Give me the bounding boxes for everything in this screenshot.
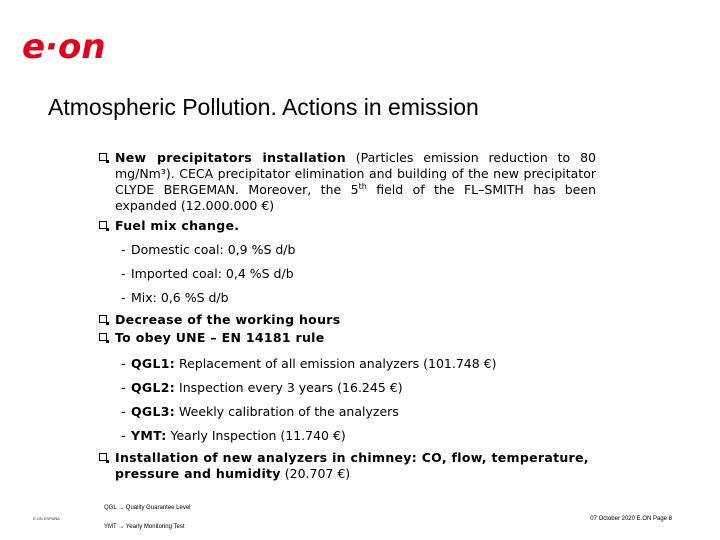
fuel-item-text: Domestic coal: 0,9 %S d/b [131,242,296,257]
qgl-item: - QGL1: Replacement of all emission analyzers (101.748 €) [121,356,497,371]
footer-company: E.ON ESPAÑA [33,516,60,521]
bullet-heading: Installation of new analyzers in chimney: CO, flow, temperature, pressure and humidity [115,450,589,481]
bullet-heading: Decrease of the working hours [115,312,341,327]
bullet-text-cont: field of the FL–SMITH has been expanded (12.000.000 €) [115,182,596,213]
bullet-heading: New precipitators installation [115,150,346,165]
bullet-heading: Fuel mix change. [115,218,240,233]
legend-abbr: QGL [104,505,117,511]
bullet-fuel-mix [99,218,596,234]
qgl-text: Inspection every 3 years (16.245 €) [175,380,403,395]
arrow-right-icon: → [118,524,125,530]
fuel-item-text: Imported coal: 0,4 %S d/b [131,266,294,281]
fuel-item-text: Mix: 0,6 %S d/b [131,290,229,305]
fuel-item: - Mix: 0,6 %S d/b [121,290,229,305]
bullet-text: (20.707 €) [280,466,351,481]
legend-ymt [104,524,185,530]
qgl-text: Yearly Inspection (11.740 €) [166,428,346,443]
superscript: th [358,181,367,191]
bullet-text: (Particles emission reduction to 80 mg/Nm³). CECA precipitator elimination and building of the new precipitator CLYDE BERGEMAN. Moreover, the 5 [115,150,596,197]
qgl-item: - YMT: Yearly Inspection (11.740 €) [121,428,346,443]
slide-content [99,150,596,482]
bullet-analyzers [99,450,596,482]
footer-date-page: 07 October 2020 E.ON Page 8 [590,516,672,522]
qgl-label: YMT: [131,428,167,443]
qgl-label: QGL3: [131,404,176,419]
fuel-item: - Domestic coal: 0,9 %S d/b [121,242,296,257]
square-bullet-icon [99,153,107,161]
bullet-working-hours [99,312,596,328]
square-bullet-icon [99,221,107,229]
square-bullet-icon [99,453,107,461]
qgl-item: - QGL2: Inspection every 3 years (16.245 €) [121,380,403,395]
legend-desc: Yearly Monitoring Test [125,524,185,530]
eon-logo [22,28,122,64]
page-title: Atmospheric Pollution. Actions in emission [48,94,479,120]
bullet-une-en [99,330,596,346]
qgl-label: QGL1: [131,356,176,371]
qgl-text: Replacement of all emission analyzers (101.748 €) [175,356,497,371]
qgl-item: - QGL3: Weekly calibration of the analyzers [121,404,399,419]
eon-logo-wordmark: e·on [22,28,106,64]
qgl-label: QGL2: [131,380,176,395]
square-bullet-icon [99,333,107,341]
fuel-item: - Imported coal: 0,4 %S d/b [121,266,294,281]
qgl-text: Weekly calibration of the analyzers [175,404,399,419]
legend-desc: Quality Guarantee Level [125,505,191,511]
arrow-right-icon: → [118,505,125,511]
bullet-heading: To obey UNE – EN 14181 rule [115,330,325,345]
legend-abbr: YMT [104,524,117,530]
legend-qgl [104,505,191,511]
bullet-precipitators [99,150,596,214]
square-bullet-icon [99,315,107,323]
